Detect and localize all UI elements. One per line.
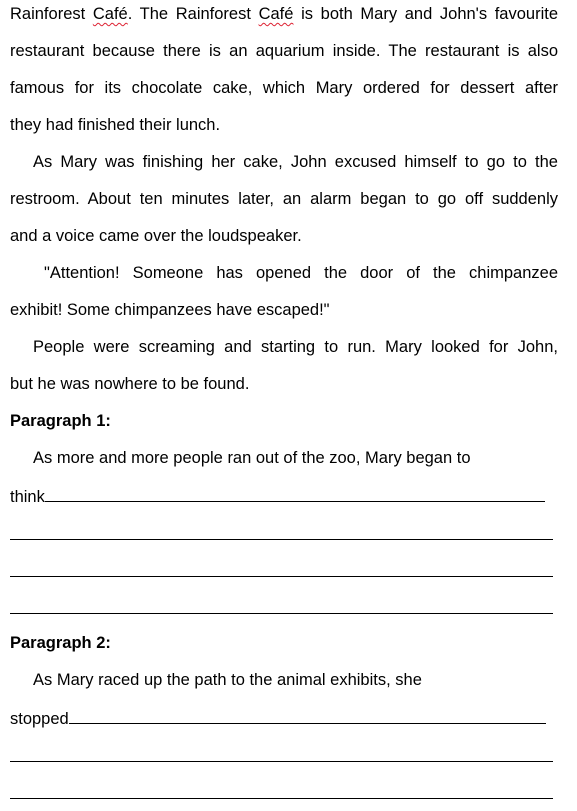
paragraph2-prompt-line2 [10,707,558,729]
answer-blank[interactable] [45,485,545,502]
paragraph1-heading: Paragraph 1: [10,412,111,430]
paragraph2-prompt-word: stopped [10,710,69,728]
answer-line[interactable] [10,761,553,762]
paragraph1-prompt-line2 [10,485,558,507]
story-line-7: and a voice came over the loudspeaker. [10,227,302,245]
story-line-6: restroom. About ten minutes later, an alarm began to go off suddenly [10,190,558,208]
paragraph1-prompt-word: think [10,488,45,506]
story-line-11: but he was nowhere to be found. [10,375,250,393]
story-text: is both Mary and John's favourite [293,5,558,23]
story-line-1 [10,4,558,24]
spellcheck-word: Café [258,5,294,23]
story-line-4: they had finished their lunch. [10,116,221,134]
story-line-2: restaurant because there is an aquarium inside. The restaurant is also [10,42,558,60]
story-line-5: As Mary was finishing her cake, John excused himself to go to the [33,153,558,171]
story-line-3: famous for its chocolate cake, which Mary ordered for dessert after [10,79,558,97]
answer-line[interactable] [10,613,553,614]
answer-blank[interactable] [69,707,546,724]
answer-line[interactable] [10,576,553,577]
story-text: . The Rainforest [127,5,259,23]
story-line-10: People were screaming and starting to run. Mary looked for John, [33,338,558,356]
answer-line[interactable] [10,539,553,540]
story-line-9: exhibit! Some chimpanzees have escaped!" [10,301,330,319]
paragraph2-heading: Paragraph 2: [10,634,111,652]
spellcheck-word: Café [92,5,128,23]
answer-line[interactable] [10,798,553,799]
paragraph2-prompt: As Mary raced up the path to the animal exhibits, she [33,671,422,689]
story-line-8: "Attention! Someone has opened the door of the chimpanzee [44,264,558,282]
story-text: Rainforest [10,5,93,23]
paragraph1-prompt: As more and more people ran out of the zoo, Mary began to [33,449,471,467]
